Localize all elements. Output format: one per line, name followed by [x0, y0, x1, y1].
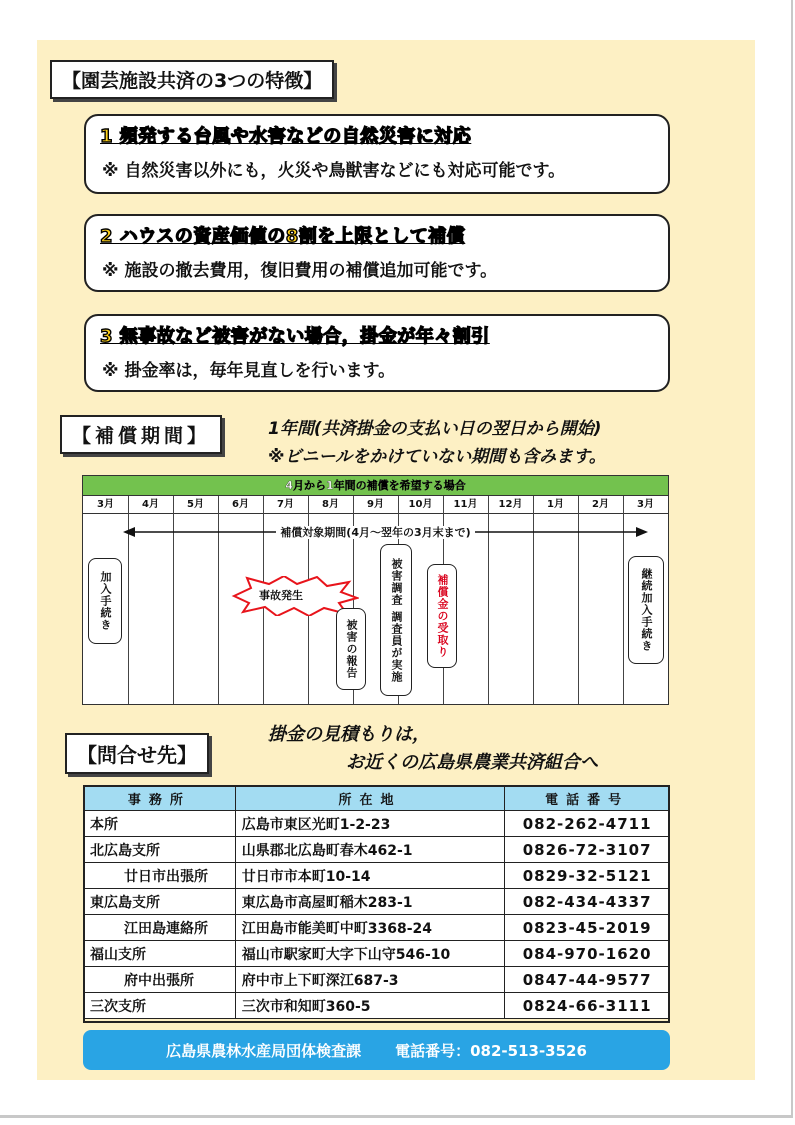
office-tel: 0829-32-5121 — [505, 863, 670, 889]
month-label: 5月 — [187, 499, 204, 510]
feature-note-3: ※ 掛金率は，毎年見直しを行います。 — [102, 361, 396, 381]
month-label: 6月 — [232, 499, 249, 510]
office-tel: 0847-44-9577 — [505, 967, 670, 993]
period-line-2: ※ビニールをかけていない期間も含みます。 — [268, 447, 606, 467]
contact-table — [83, 785, 670, 1019]
table-row — [84, 915, 670, 941]
footer-banner — [83, 1030, 670, 1070]
feature-title-1: 1 頻発する台風や水害などの自然災害に対応 — [100, 126, 472, 147]
office-address: 福山市駅家町大字下山守546-10 — [235, 941, 504, 967]
office-address: 三次市和知町360-5 — [235, 993, 504, 1019]
column-header-tel: 電話番号 — [505, 786, 670, 811]
table-row — [84, 837, 670, 863]
table-row — [84, 811, 670, 837]
office-name: 廿日市出張所 — [84, 863, 236, 889]
office-tel: 084-970-1620 — [505, 941, 670, 967]
month-label: 12月 — [498, 499, 523, 510]
month-label: 11月 — [453, 499, 478, 510]
feature-title-3: 3 無事故など被害がない場合，掛金が年々割引 — [100, 326, 490, 347]
month-label: 10月 — [408, 499, 433, 510]
office-name: 東広島支所 — [84, 889, 236, 915]
month-label: 3月 — [97, 499, 114, 510]
timeline-header: 4月から1年間の補償を希望する場合 — [83, 476, 668, 496]
contact-heading: 【問合せ先】 — [65, 733, 209, 774]
footer-department: 広島県農林水産局団体検査課 — [166, 1041, 362, 1060]
table-row — [84, 863, 670, 889]
feature-card-3 — [84, 314, 670, 392]
feature-card-2 — [84, 214, 670, 292]
period-line-1: 1年間(共済掛金の支払い日の翌日から開始) — [268, 419, 602, 439]
office-address: 江田島市能美町中町3368-24 — [235, 915, 504, 941]
office-tel: 082-262-4711 — [505, 811, 670, 837]
accident-label: 事故発生 — [259, 589, 303, 602]
office-address: 廿日市市本町10-14 — [235, 863, 504, 889]
office-name: 福山支所 — [84, 941, 236, 967]
column-header-address: 所在地 — [235, 786, 504, 811]
footer-tel: 電話番号：082-513-3526 — [395, 1041, 587, 1060]
column-header-office: 事務所 — [84, 786, 236, 811]
table-header-row — [84, 786, 670, 811]
payment-receipt-box: 補償金の受取り — [427, 564, 457, 668]
office-name: 江田島連絡所 — [84, 915, 236, 941]
office-address: 東広島市高屋町稲木283-1 — [235, 889, 504, 915]
month-label: 9月 — [367, 499, 384, 510]
office-tel: 0824-66-3111 — [505, 993, 670, 1019]
office-tel: 0826-72-3107 — [505, 837, 670, 863]
renewal-procedure-box: 継続加入手続き — [628, 556, 664, 664]
feature-title-2: 2 ハウスの資産価値の8割を上限として補償 — [100, 226, 466, 247]
damage-report-box: 被害の報告 — [336, 608, 366, 690]
month-label: 4月 — [142, 499, 159, 510]
period-label — [83, 524, 668, 540]
table-row — [84, 941, 670, 967]
join-procedure-box: 加入手続き — [88, 558, 122, 644]
office-name: 府中出張所 — [84, 967, 236, 993]
office-name: 北広島支所 — [84, 837, 236, 863]
table-row — [84, 967, 670, 993]
features-heading: 【園芸施設共済の3つの特徴】 — [50, 60, 334, 99]
office-tel: 0823-45-2019 — [505, 915, 670, 941]
table-row — [84, 889, 670, 915]
timeline-months — [83, 496, 668, 514]
office-address: 府中市上下町深江687-3 — [235, 967, 504, 993]
table-row — [84, 993, 670, 1019]
contact-tagline-1: 掛金の見積もりは， — [268, 724, 430, 745]
office-name: 本所 — [84, 811, 236, 837]
contact-tagline-2: お近くの広島県農業共済組合へ — [346, 752, 598, 773]
office-address: 山県郡北広島町春木462-1 — [235, 837, 504, 863]
month-label: 7月 — [277, 499, 294, 510]
month-label: 1月 — [547, 499, 564, 510]
office-tel: 082-434-4337 — [505, 889, 670, 915]
month-label: 8月 — [322, 499, 339, 510]
feature-note-1: ※ 自然災害以外にも，火災や鳥獣害などにも対応可能です。 — [102, 161, 566, 181]
office-name: 三次支所 — [84, 993, 236, 1019]
period-label-text: 補償対象期間(4月～翌年の3月末まで) — [276, 526, 474, 539]
month-label: 2月 — [592, 499, 609, 510]
feature-card-1 — [84, 114, 670, 194]
month-label: 3月 — [637, 499, 654, 510]
coverage-timeline — [82, 475, 669, 705]
office-address: 広島市東区光町1-2-23 — [235, 811, 504, 837]
feature-note-2: ※ 施設の撤去費用，復旧費用の補償追加可能です。 — [102, 261, 498, 281]
damage-survey-box: 被害調査 調査員が実施 — [380, 544, 412, 696]
period-heading: 【補償期間】 — [60, 415, 222, 454]
